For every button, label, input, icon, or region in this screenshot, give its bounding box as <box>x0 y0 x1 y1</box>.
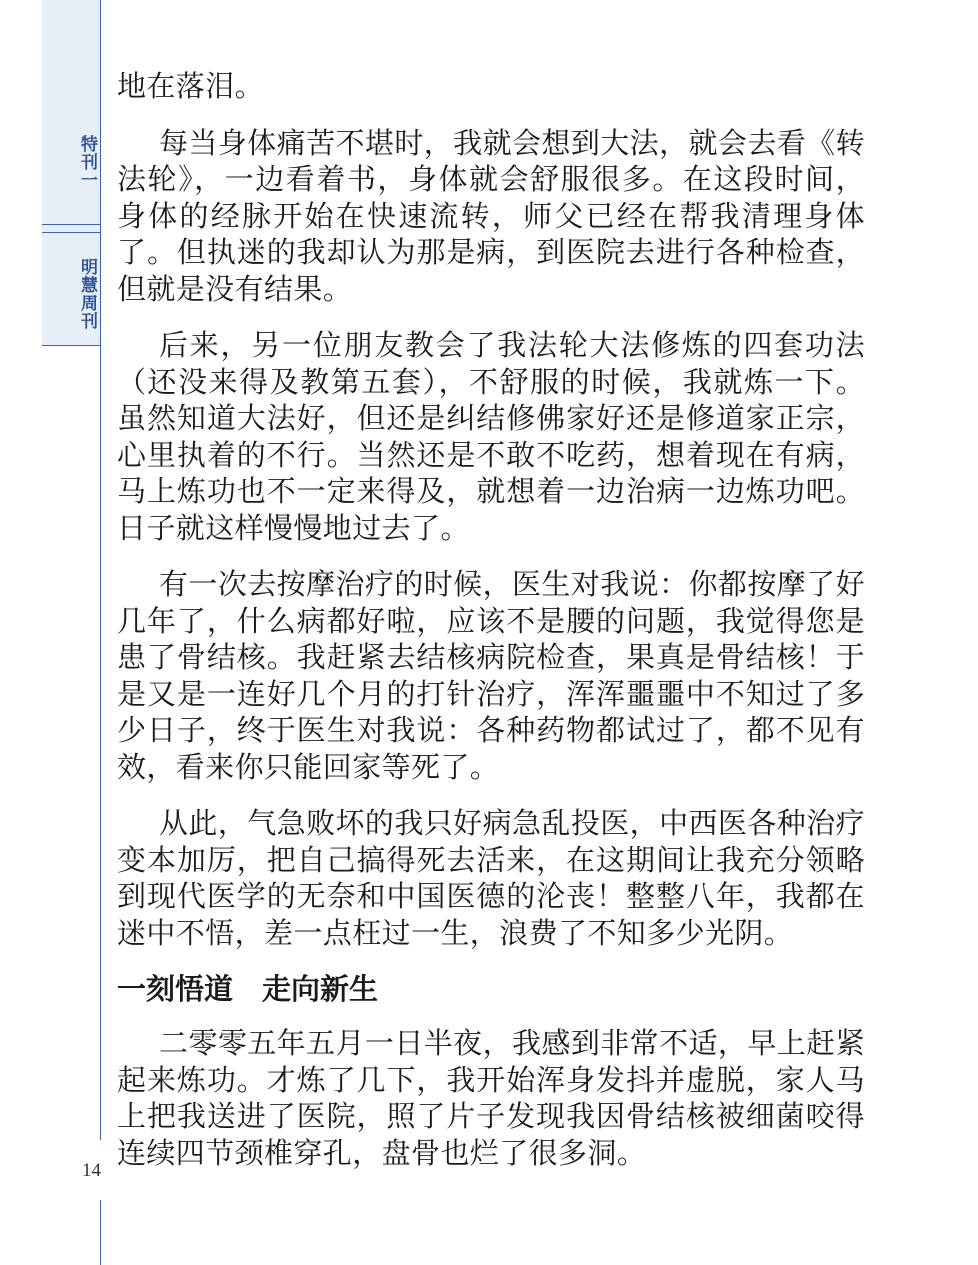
margin-rule <box>100 345 101 1140</box>
paragraph: 地在落泪。 <box>117 69 265 103</box>
section-heading: 一刻悟道 走向新生 <box>117 972 379 1006</box>
paragraph: 后来，另一位朋友教会了我法轮大法修炼的四套功法（还没来得及教第五套），不舒服的时候，我就炼一下。虽然知道大法好，但还是纠结修佛家好还是修道家正宗，心里执着的不行。当然还是不敢不吃药，想着现在有病，马上炼功也不一定来得及，就想着一边治病一边炼功吧。日子就这样慢慢地过去了。 <box>117 328 865 545</box>
paragraph: 有一次去按摩治疗的时候，医生对我说：你都按摩了好几年了，什么病都好啦，应该不是腰的问题，我觉得您是患了骨结核。我赶紧去结核病院检查，果真是骨结核！于是又是一连好几个月的打针治疗，浑浑噩噩中不知过了多少日子，终于医生对我说：各种药物都试过了，都不见有效，看来你只能回家等死了。 <box>117 567 865 784</box>
paragraph: 从此，气急败坏的我只好病急乱投医，中西医各种治疗变本加厉，把自己搞得死去活来，在这期间让我充分领略到现代医学的无奈和中国医德的沦丧！整整八年，我都在迷中不悟，差一点枉过一生，浪费了不知多少光阴。 <box>117 806 865 950</box>
sidebar-divider <box>42 232 100 233</box>
sidebar-divider <box>42 345 100 346</box>
sidebar-divider <box>42 224 100 225</box>
margin-rule <box>100 1200 101 1265</box>
paragraph: 每当身体痛苦不堪时，我就会想到大法，就会去看《转法轮》，一边看着书，身体就会舒服很多。在这段时间，身体的经脉开始在快速流转，师父已经在帮我清理身体了。但执迷的我却认为那是病，到医院去进行各种检查，但就是没有结果。 <box>117 125 865 306</box>
article-body <box>117 68 865 1191</box>
sidebar-section-label: 特刊一 <box>77 135 97 189</box>
paragraph: 二零零五年五月一日半夜，我感到非常不适，早上赶紧起来炼功。才炼了几下，我开始浑身发抖并虚脱，家人马上把我送进了医院，照了片子发现我因骨结核被细菌咬得连续四节颈椎穿孔，盘骨也烂了很多洞。 <box>117 1026 865 1170</box>
sidebar-magazine-label: 明慧周刊 <box>77 258 97 330</box>
page-number: 14 <box>82 1160 101 1181</box>
